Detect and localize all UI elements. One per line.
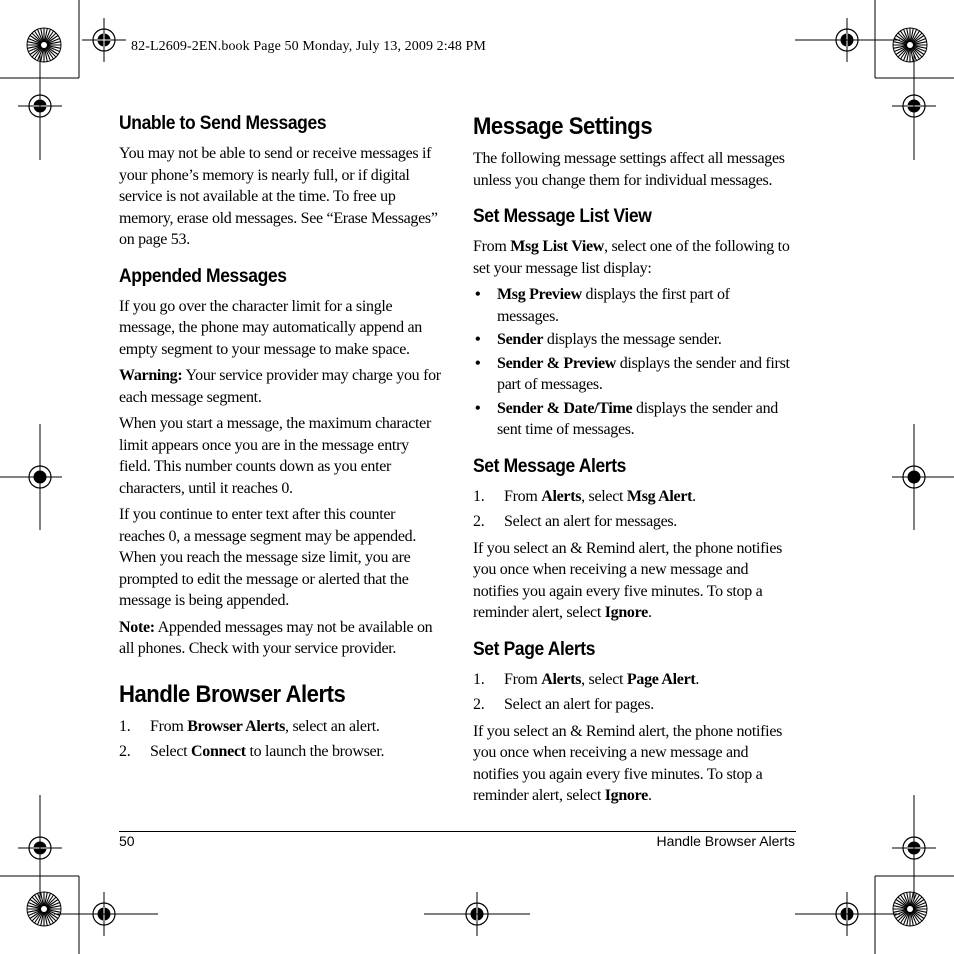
paragraph: If you select an & Remind alert, the phone notifies you once when receiving a new message and notifies you again every five minutes. To stop a reminder alert, select Ignore. <box>473 539 783 621</box>
bullet-icon: • <box>475 354 481 372</box>
section-message-alerts <box>473 455 795 624</box>
right-column <box>473 112 795 821</box>
list-item: • Sender & Preview displays the sender and first part of messages. <box>475 354 790 393</box>
list-item: 2. Select an alert for messages. <box>473 513 678 530</box>
heading-page-alerts: Set Page Alerts <box>473 638 596 660</box>
list-item: 1. From Alerts, select Msg Alert. <box>473 487 696 505</box>
page-number: 50 <box>119 833 135 849</box>
paragraph: If you continue to enter text after this counter reaches 0, a message segment may be appended. When you reach the message size limit, you are prompted to edit the message or alerted that the message is being appended. <box>119 506 417 609</box>
browser-steps-list <box>119 716 441 763</box>
paragraph: The following message settings affect all messages unless you change them for individual messages. <box>473 150 785 189</box>
warning-paragraph <box>119 365 441 408</box>
list-item: • Sender displays the message sender. <box>473 329 795 351</box>
list-item: 1. From Browser Alerts, select an alert. <box>119 717 380 735</box>
bullet-icon: • <box>475 399 481 417</box>
warning-label: Warning: <box>119 367 183 384</box>
list-item: • Sender & Date/Time displays the sender and sent time of messages. <box>475 399 778 438</box>
list-item: 1. From Alerts, select Page Alert. <box>473 670 700 688</box>
heading-handle-browser-alerts: Handle Browser Alerts <box>119 680 346 708</box>
list-item: 2. Select Connect to launch the browser. <box>119 743 385 760</box>
note-label: Note: <box>119 618 155 636</box>
left-column <box>119 112 441 777</box>
bullet-icon: • <box>475 331 481 348</box>
paragraph: You may not be able to send or receive messages if your phone’s memory is nearly full, or if digital service is not available at the time. To free up memory, erase old messages. See “Erase Messages” on page 53. <box>119 145 438 248</box>
message-alert-steps <box>473 486 795 533</box>
section-handle-browser-alerts <box>119 680 441 763</box>
section-message-list-view <box>473 205 795 441</box>
note-paragraph <box>119 617 441 660</box>
heading-unable-to-send: Unable to Send Messages <box>119 113 327 134</box>
list-item: • Msg Preview displays the first part of messages. <box>475 286 730 325</box>
list-view-options <box>473 284 795 441</box>
paragraph: When you start a message, the maximum character limit appears once you are in the message entry field. This number counts down as you enter characters, until it reaches 0. <box>119 415 431 497</box>
bullet-icon: • <box>475 286 481 303</box>
heading-appended-messages: Appended Messages <box>119 265 287 287</box>
section-appended-messages <box>119 265 441 660</box>
section-page-alerts <box>473 638 795 807</box>
section-message-settings <box>473 112 795 191</box>
list-item: 2. Select an alert for pages. <box>473 696 654 713</box>
heading-message-list-view: Set Message List View <box>473 206 652 227</box>
book-header: 82-L2609-2EN.book Page 50 Monday, July 13, 2009 2:48 PM <box>131 39 486 54</box>
paragraph: If you select an & Remind alert, the phone notifies you once when receiving a new message and notifies you again every five minutes. To stop a reminder alert, select Ignore. <box>473 722 783 804</box>
footer-section-title: Handle Browser Alerts <box>656 833 795 849</box>
warning-text: Your service provider may charge you for each message segment. <box>119 367 441 406</box>
heading-message-settings: Message Settings <box>473 113 653 140</box>
note-text: Appended messages may not be available on all phones. Check with your service provider. <box>119 618 433 657</box>
page-alert-steps <box>473 669 795 716</box>
section-unable-to-send <box>119 112 441 251</box>
heading-message-alerts: Set Message Alerts <box>473 455 627 477</box>
paragraph: From Msg List View, select one of the following to set your message list display: <box>473 238 790 277</box>
paragraph: If you go over the character limit for a single message, the phone may automatically append an empty segment to your message to make space. <box>119 297 422 358</box>
